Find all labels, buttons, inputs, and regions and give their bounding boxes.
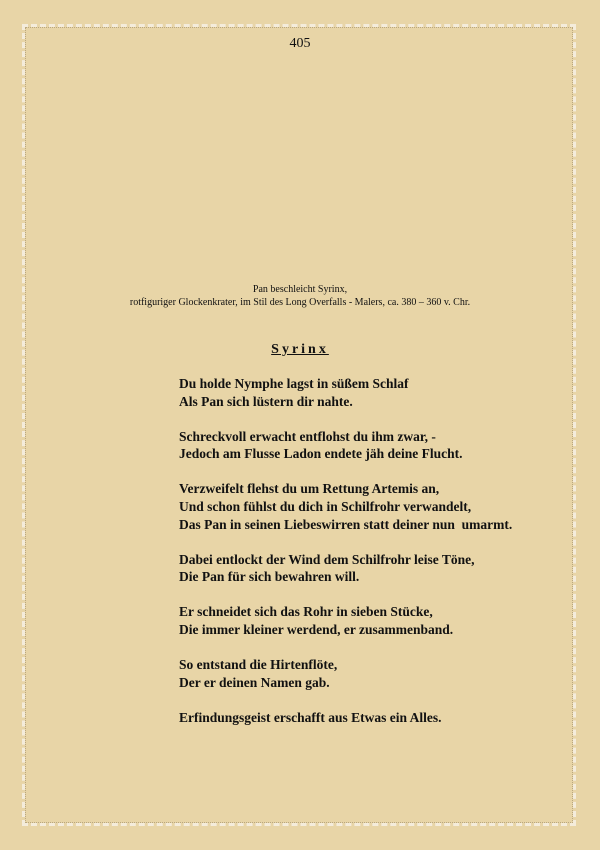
poem-line: So entstand die Hirtenflöte, bbox=[179, 657, 338, 673]
poem-line: Die Pan für sich bewahren will. bbox=[179, 569, 360, 585]
stanza bbox=[179, 428, 579, 463]
poem-line: Schreckvoll erwacht entflohst du ihm zwar, - bbox=[179, 428, 436, 444]
poem-line: Die immer kleiner werdend, er zusammenband. bbox=[179, 621, 454, 637]
stanza bbox=[179, 656, 579, 691]
stanza bbox=[179, 603, 579, 638]
page-number: 405 bbox=[289, 36, 311, 51]
caption-title: Pan beschleicht Syrinx, bbox=[252, 284, 348, 295]
stanza bbox=[179, 375, 579, 410]
poem-line: Verzweifelt flehst du um Rettung Artemis an, bbox=[179, 481, 440, 497]
poem-line: Jedoch am Flusse Ladon endete jäh deine Flucht. bbox=[179, 446, 463, 462]
poem-line: Er schneidet sich das Rohr in sieben Stücke, bbox=[179, 604, 433, 620]
caption-description: rotfiguriger Glockenkrater, im Stil des Long Overfalls - Malers, ca. 380 – 360 v. Chr. bbox=[129, 297, 471, 308]
poem-line: Dabei entlockt der Wind dem Schilfrohr leise Töne, bbox=[179, 551, 475, 567]
poem-line: Erfindungsgeist erschafft aus Etwas ein Alles. bbox=[179, 709, 442, 725]
poem-line: Das Pan in seinen Liebeswirren statt deiner nun umarmt. bbox=[179, 516, 513, 532]
poem-title: Syrinx bbox=[271, 342, 329, 357]
poem-line: Als Pan sich lüstern dir nahte. bbox=[179, 393, 353, 409]
poem-body bbox=[179, 375, 579, 744]
image-caption bbox=[0, 283, 600, 309]
stanza bbox=[179, 709, 579, 727]
stanza bbox=[179, 551, 579, 586]
poem-line: Du holde Nymphe lagst in süßem Schlaf bbox=[179, 376, 409, 391]
poem-line: Und schon fühlst du dich in Schilfrohr verwandelt, bbox=[179, 498, 472, 514]
poem-line: Der er deinen Namen gab. bbox=[179, 674, 330, 690]
stanza bbox=[179, 480, 579, 533]
